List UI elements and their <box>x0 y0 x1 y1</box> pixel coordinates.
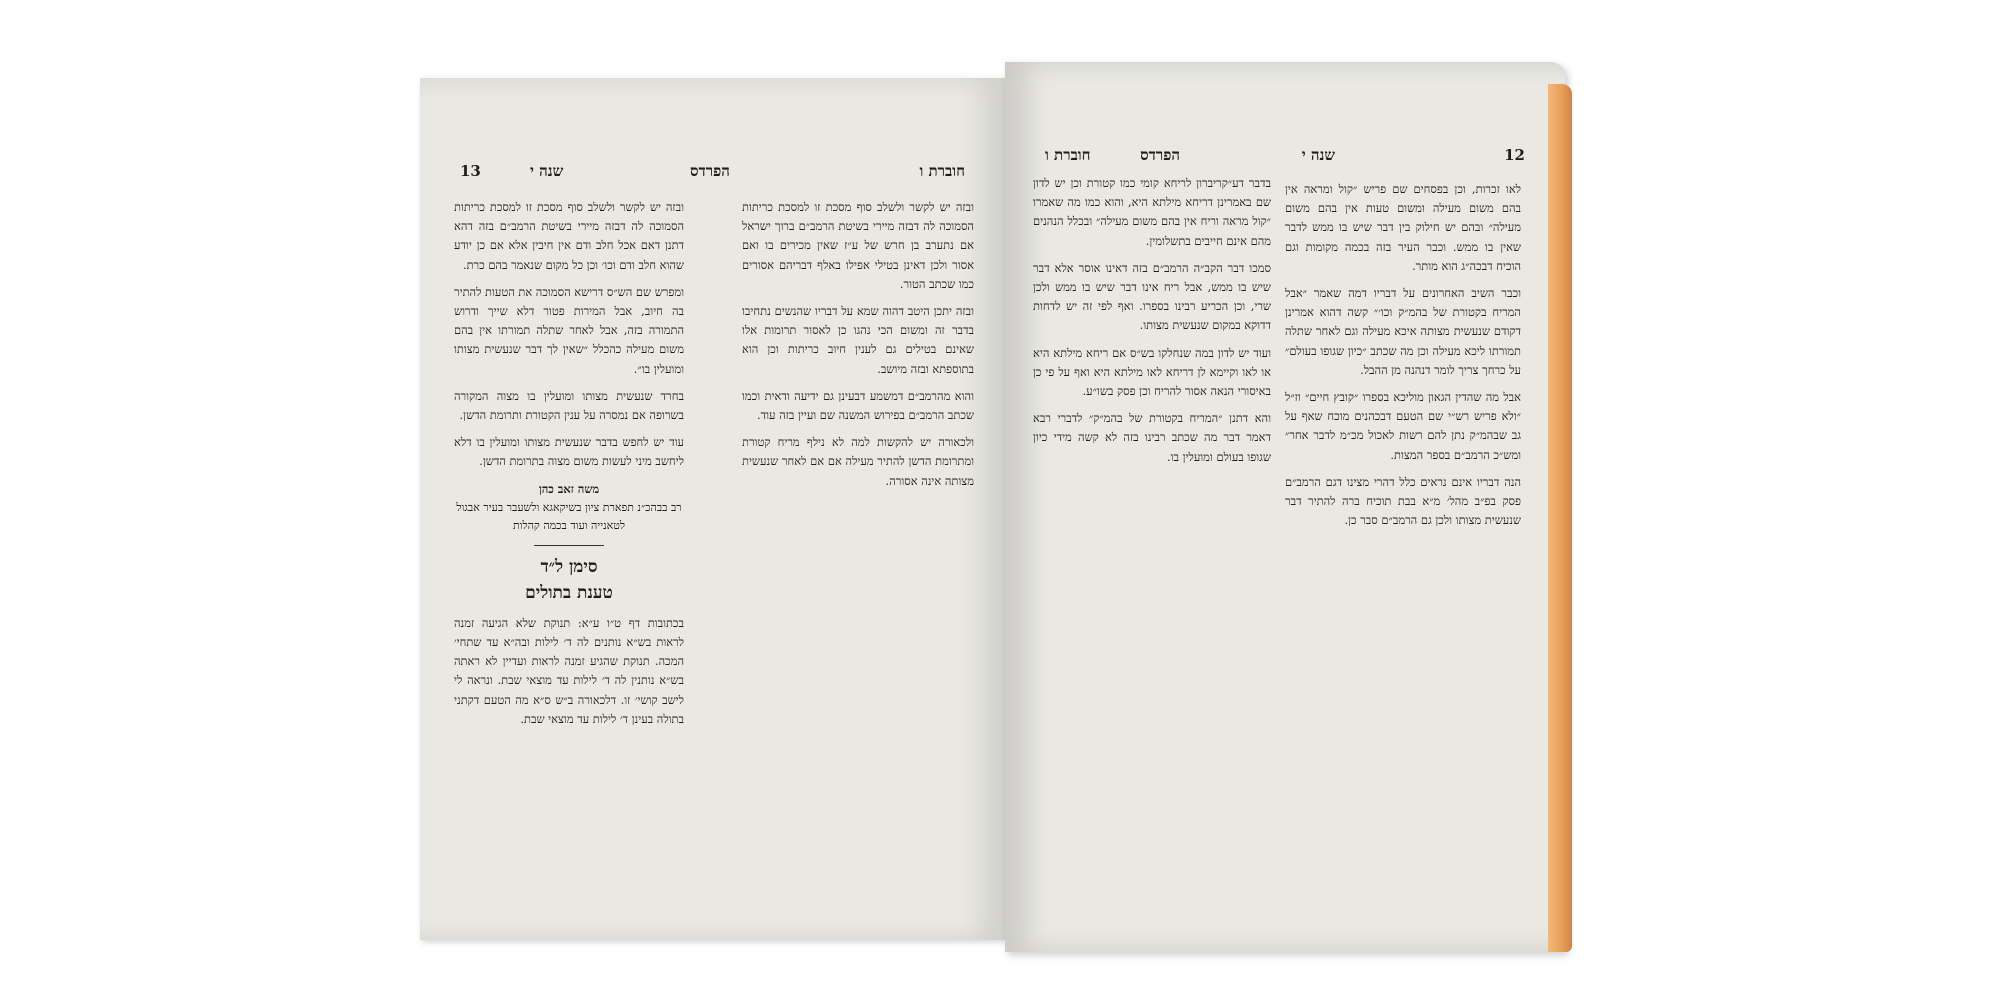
header-issue-left: חוברת ו <box>919 162 965 180</box>
page-edge <box>1548 84 1572 952</box>
paragraph: עוד יש לחפש בדבר שנעשית מצותו ומועלין בו דלא ליחשב מיני לעשות משום מצוה בתרומת הדשן. <box>454 435 684 469</box>
page-number-right: 12 <box>1504 146 1525 164</box>
paragraph: וכבר השיב האחרונים על דבריו דמה שאמר ״אבל המריח בקטורת של בהמ״ק וכו׳״ קשה דהוא אמרינן דקודם שנעשית מצותה איכא מעילה וגם לאחר שתלה תמורתו ליכא מעילה וכן מה שכתב ״כיון שגופו בעולם״ על כרחך צריך לומר דנהנה מן ההבל. <box>1285 286 1521 377</box>
paragraph: בדבר דע״קריברון לריחא קומי כמו קטורת וכן יש לדון שם באמרינן דריחא מילתא היא, והוא כמו מה שאמרו ״קול מראה וריח אין בהם משום מעילה״ ובכלל הנהנים מהם אינם חייבים בתשלומין. <box>1033 176 1271 248</box>
section-divider <box>534 545 604 546</box>
header-issue-right: חוברת ו <box>1045 146 1091 164</box>
left-page-column-right <box>742 198 974 499</box>
header-journal-left: הפרדס <box>690 162 730 180</box>
right-page-header <box>1045 146 1525 168</box>
right-page-column-left <box>1033 174 1271 475</box>
paragraph: והוא מהרמב״ם דמשמע דבעינן גם ידיעה ודאית וכמו שכתב הרמב״ם בפירוש המשנה שם ועיין בזה עוד. <box>742 388 974 423</box>
header-year-left: שנה י <box>530 162 564 180</box>
paragraph: ובזה יש לקשר ולשלב סוף מסכת זו למסכת כריתות הסמוכה לה דבזה מיירי בשיטת הרמב״ם ברוך ישראל אם נתערב בן חרש של ע״ז שאין מכירים בו ואם אסור ולכן דאינן בטילי אפילו באלף דבריהם אסורים כמו שכתב הטור. <box>742 200 974 291</box>
paragraph: והא דתנן ״המריח בקטורת של בהמ״ק״ לדברי רבא דאמר דבר מה שכתב רבינו בזה לא קשה מידי כיון שגופו בעולם ומועלין בו. <box>1033 411 1271 464</box>
left-page <box>420 78 1005 940</box>
paragraph: ולכאורה יש להקשות למה לא נילף מריח קטורת ומתרומת הדשן להתיר מעילה אם אם לאחר שנעשית מצותה אינה אסורה. <box>742 435 974 488</box>
right-page <box>1005 62 1565 952</box>
header-year-right: שנה י <box>1301 146 1335 164</box>
author-title: רב בבהכ״נ תפארת ציון בשיקאגא ולשעבר בעיר אבגול לטאנייה ועוד בכמה קהלות <box>456 500 682 532</box>
page-number-left: 13 <box>460 162 481 180</box>
paragraph: ובזה יש לקשר ולשלב סוף מסכת זו למסכת כריתות הסמוכה לה דבזה מיירי בשיטת הרמב״ם בזה דהא דתנן דאם אכל חלב ודם אין חיבין אלא אם כן יודע שהוא חלב ודם וכו׳ וכן כל מקום שנאמר בהם כרת. <box>454 200 684 272</box>
paragraph: בחרד שנעשית מצותו ומועלין בו מצוה המקורה בשרופה אם נמסרה על ענין הקטורת ותרומת הדשן. <box>454 388 684 423</box>
paragraph: הנה דבריו אינם נראים כלל דהרי מצינו דגם הרמב״ם פסק בפ״ב מהל׳ מ״א בבת תוכיח ברה להתיר דבר שנעשית מצותו ולכן גם הרמב״ם סבר כן. <box>1285 474 1521 528</box>
header-journal-right: הפרדס <box>1140 146 1180 164</box>
left-page-column-left <box>454 198 684 737</box>
section-title: סימן ל״ד <box>540 556 598 577</box>
paragraph: לאו זכרות, וכן בפסחים שם פריש ״קול ומראה אין בהם משום מעילה ומשום טעות אין בהם משום מעילה״ ובהם יש חילוק בין דבר שיש בו ממש לדבר שאין בו ממש. וכבר העיר בזה בכמה מקומות וגם הוכיח דבכה״ג הוא מותר. <box>1285 182 1521 273</box>
right-page-column-right <box>1285 180 1521 538</box>
author-signature: משה זאב כהן <box>538 481 600 496</box>
paragraph: ובזה יתכן היטב דהוה שמא על דבריו שהנשים נתחיבו בדבר זה ומשום הכי נהגו כן לאסור תרומות אלו שאינם בטילים גם לענין חיוב כריתות וכן הוא בתוספתא ובזה מיושב. <box>742 304 974 376</box>
section-subtitle: טענת בתולים <box>525 582 613 603</box>
paragraph: ועוד יש לדון במה שנחלקו בש״ס אם ריחא מילתא היא או לאו וקיימא לן דריחא לאו מילתא היא ואף על פי כן באיסורי הנאה אסור להריח וכן פסק בשו״ע. <box>1033 345 1271 399</box>
paragraph: ומפרש שם הש״ס דרישא הסמוכה את הטעות להתיר בה חיוב, אבל המירות פטור דלא שייך ודרוש התמורה בזה, אבל לאחר שתלה תמורתו אין בהם משום מעילה כהכלל ״שאין לך דבר שנעשית מצותו ומועלין בו״. <box>454 284 684 376</box>
paragraph: בכתובות דף ט״ו ע״א: תנוקת שלא הגיעה זמנה לראות בש״א נותנים לה ד׳ לילות ובה״א עד שתחי׳ המכה. תנוקת שהגיע זמנה לראות ועדיין לא ראתה בש״א נותנין לה ד׳ לילות עד מוצאי שבת. ונראה לי לישב קושי׳ זו. דלכאורה ב״ש ס״א מה הטעם דקתני בתולה בעינן ד׳ לילות עד מוצאי שבת. <box>454 615 684 726</box>
paragraph: אבל מה שהדין הגאון מוליכא בספרו ״קובץ חיים״ וז״ל ״ולא פריש רש״י שם הטעם דבכהנים מוכח שאף על גב שבהמ״ק נתן להם רשות לאכול מכ״מ לדבר אחר״ ומש״כ הרמב״ם בספר המצות. <box>1285 390 1521 462</box>
paragraph: סמכו דבר הקב״ה הרמב״ם בזה דאינו אוסר אלא דבר שיש בו ממש, אבל ריח אינו דבר שיש בו ממש ולכן שרי, וכן הכריע רבינו בספרו. ואף לפי זה יש לדחות דדוקא במקום שנעשית מצותו. <box>1033 260 1271 333</box>
left-page-header <box>460 162 965 184</box>
